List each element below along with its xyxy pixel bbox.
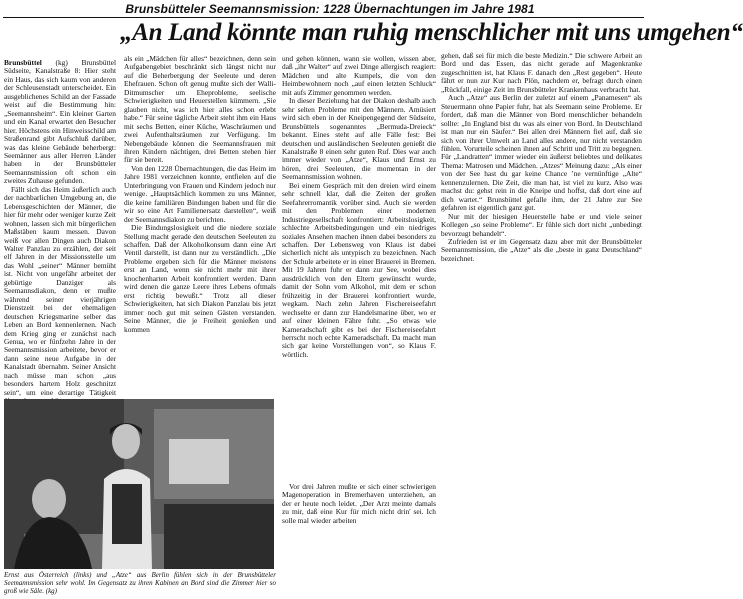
headline: „An Land könnte man ruhig menschlicher mit uns umgehen“ [120, 19, 743, 46]
column-4 [441, 52, 642, 593]
paragraph: Die Bindungslosigkeit und die niedere soziale Stellung macht gerade den deutschen Seeleuten zu schaffen. Daß der Alkoholkonsum dann eine Art Ventil darstellt, ist dann nur zu verständlich. „Die Probleme ergeben sich für die Männer meistens erst an Land, wenn sie nicht mehr mit ihrer knochenharten Arbeit konfrontiert werden. Dann wird denen die ganze Leere ihres Lebens oftmals erst richtig bewußt.“ Trotz all dieser Schwierigkeiten, hat sich Diakon Panzlau bis jetzt immer noch gut mit seinen Gästen verstanden. Seine Männer, die je Freiheit genießen und kommen [124, 223, 276, 334]
photo-caption: Ernst aus Österreich (links) und „Atze“ aus Berlin fühlen sich in der Brunsbütteler Seemannsmission sehr wohl. Im Gegensatz zu ihren Kabinen an Bord sind die Zimmer hier so groß wie Säle. (kg) [4, 571, 276, 595]
top-rule [3, 17, 644, 18]
paragraph: Vor drei Jahren mußte er sich einer schwierigen Magenoperation in Bremerhaven unterziehen, an der er heute noch leidet. „Der Arzt meinte damals zu mir, daß eine Kur für mich nicht drin' sei. Ich solle mal wieder arbeiten [282, 482, 436, 525]
paragraph: In dieser Beziehung hat der Diakon deshalb auch sehr selten Probleme mit den Männern. Amüsiert wird sich eben in der Kneipengegend der Südseite, Brunsbüttels sogenanntes „Bermuda-Dreieck“ bekannt. Eines steht auf alle Fälle fest: Bei deutschen und ausländischen Seeleuten genießt die Kanalstraße 8 einen sehr guten Ruf. Dies war auch immer wieder von „Atze“, Klaus und Ernst zu hören, drei Seeleuten, die momentan in der Seemannsmission wohnen. [282, 96, 436, 182]
dateline: Brunsbüttel [4, 58, 42, 67]
column-3-continued [282, 483, 436, 593]
paragraph: Nur mit der hiesigen Heuerstelle habe er und viele seiner Kollegen „so seine Probleme“. Er fühle sich dort nicht „unbedingt bevorzugt behandelt“. [441, 211, 642, 238]
paragraph [4, 59, 116, 186]
column-2 [124, 55, 276, 397]
paragraph: gehen, daß sei für mich die beste Medizin.“ Die schwere Arbeit an Bord und das Essen, das nicht gerade auf Magenkranke zugeschnitten ist, hat Klaus F. danach den „Rest gegeben“. Heute fährt er nun zur Kur nach Plön, nachdem er, befragt durch einen „Rückfall, einige Zeit im Brunsbütteler Krankenhaus verbracht hat. [441, 51, 642, 94]
paragraph: und gehen können, wann sie wollen, wissen aber, daß „ihr Walter“ auf zwei Dinge allergisch reagiert: Mädchen und alte Kumpels, die von den Heimbewohnern noch „auf einen letzten Schluck“ mit aufs Zimmer genommen werden. [282, 54, 436, 97]
paragraph: Zufrieden ist er im Gegensatz dazu aber mit der Brunsbütteler Seemannsmission, die „Atze“ als die „beste in ganz Deutschland“ bezeichnet. [441, 236, 642, 263]
paragraph: Auch „Atze“ aus Berlin der zuletzt auf einem „Panamesen“ als Steuermann ohne Papier fuhr, hat als Seemann seine Probleme. Er fordert, daß man die Männer von Bord menschlicher behandeln sollte: „In England bist du was als einer von Bord. In Deutschland ist man nur ein Säufer.“ Bei allen drei Männern fiel auf, daß sie sich von ihrer Umwelt an Land alles andere, nur nicht verstanden fühlen. Vorurteile scheinen ihnen auf Schritt und Tritt zu begegnen. Für „Landratten“ immer wieder ein äußerst beliebtes und delikates Thema: Matrosen und Mädchen. „Atzes“ Meinung dazu: „Als einer von der See hast du gar keine Chance ’ne vernünftige „Alte“ kennenzulernen. Die Zeit, die man hat, ist viel zu kurz. Also was machst du: gehst rein in die Kneipe und hoffst, daß dort eine auf dich wartet.“ Brunsbüttel gefalle ihm, der 21 Jahre zur See gefahren ist eigentlich ganz gut. [441, 93, 642, 213]
paragraph: Fällt sich das Heim äußerlich auch der nachbarlichen Umgebung an, die Lebensgeschichten der Männer, die hier für mehr oder weniger kurze Zeit wohnen, lassen sich mit bürgerlichen Maßstäben kaum messen. Davon weiß vor allen Dingen auch Diakon Walter Panzlau zu erzählen, der seit elf Jahren in der Missionsstelle um das Wohl „seiner“ Männer bemüht ist. Nicht von ungefähr arbeitet der gebürtige Danziger als Seemannsdiakon, denn er mußte während seiner vierjährigen Dienstzeit bei der ehemaligen deutschen Kriegsmarine selber das Leben an Bord kennenlernen. Nach dem Krieg ging er zunächst nach Genua, wo er fünfzehn Jahre in der Seemannsmission arbeitete, bevor er dann seine neue Aufgabe in der Kanalstadt übernahm. Seiner Ansicht nach müsse man schon „aus besonders hartem Holz geschnitzt sein“, um eine derartige Tätigkeit [4, 184, 116, 397]
paragraph: Bei einem Gespräch mit den dreien wird einem sehr schnell klar, daß die Zeiten der großen Seefahrerromantik vorüber sind. Auch sie werden mit den Problemen einer modernen Industriegesellschaft konfrontiert: Arbeitslosigkeit, schlechte Arbeitsbedingungen und ein niedriges soziales Ansehen machen ihnen dabei besonders zu schaffen. Der Lebensweg von Klaus ist dabei sicherlich nicht als untypisch zu bezeichnen. Nach der Schule arbeitete er in einer Brauerei in Bremen. Mit 19 Jahren fuhr er dann zur See, wobei dies ausdrücklich von den Eltern gewünscht wurde, damit der Sohn vom Alkohol, mit dem er schon frühzeitig in der Brauerei konfrontiert wurde, wegkam. Nach zehn Jahren Fischereiseefahrt wechselte er dann zur Handelsmarine über, wo er auf einer kleinen Fähre fuhr. „So etwas wie Kameradschaft gibt es bei der Fischereiseefahrt herrscht noch echte Kameradschaft. Da macht man sich gar keine Vorstellungen von“, so Klaus F. wörtlich. [282, 180, 436, 359]
paragraph: als ein „Mädchen für alles“ bezeichnen, denn sein Aufgabengebiet beschränkt sich längst nicht nur auf die Beherbergung der Seeleute und deren Ehefrauen. Schon oft genug mußte sich der Walli-Ditmumscher um Eheprobleme, seelische Schwierigkeiten und Heuerstellen kümmern. „Sie glauben nicht, was ich hier alles schon erlebt habe.“ Für seine tägliche Arbeit steht ihm ein Haus mit sechs Betten, einer Küche, Waschräumen und zwei Aufenthaltsräumen zur Verfügung. Im Nebengebäude können die Seemannsfrauen mit ihren Kindern nächtigen, drei Betten stehen hier für sie bereit. [124, 54, 276, 165]
kicker-line: Brunsbütteler Seemannsmission: 1228 Übernachtungen im Jahre 1981 [125, 2, 535, 16]
article-photo [4, 399, 274, 569]
paragraph: Von den 1228 Übernachtungen, die das Heim im Jahre 1981 verzeichnen konnte, entfielen auf die Unterbringung von Frauen und Kindern jedoch nur wenige. „Hauptsächlich kommen zu uns Männer, die keine familiären Bindungen haben und für die wir so eine Art Familienersatz darstellen“, weiß der Seemannsdiakon zu berichten. [124, 163, 276, 224]
column-3 [282, 55, 436, 397]
photo-illustration [4, 399, 274, 569]
paragraph-text: (kg) Brunsbüttel Südseite, Kanalstraße 8: Hier steht ein Haus, das sich kaum von anderen der Schleusenstadt unterscheidet. Ein ausgeblichenes Schild an der Fassade weist auf die Bestimmung hin: „Seemannsheim“. Ein kleiner Garten und ein Kanal erwartet den Besucher hier. Höchstens ein Hinweisschild am Straßenrand gibt Aufschluß darüber, was das kleine Gebäude beherbergt: Seemänner aus aller Herren Länder haben in der Brunsbütteler Seemannsmission oft schon ein zweites Zuhause gefunden. [4, 58, 116, 186]
column-1 [4, 59, 116, 396]
